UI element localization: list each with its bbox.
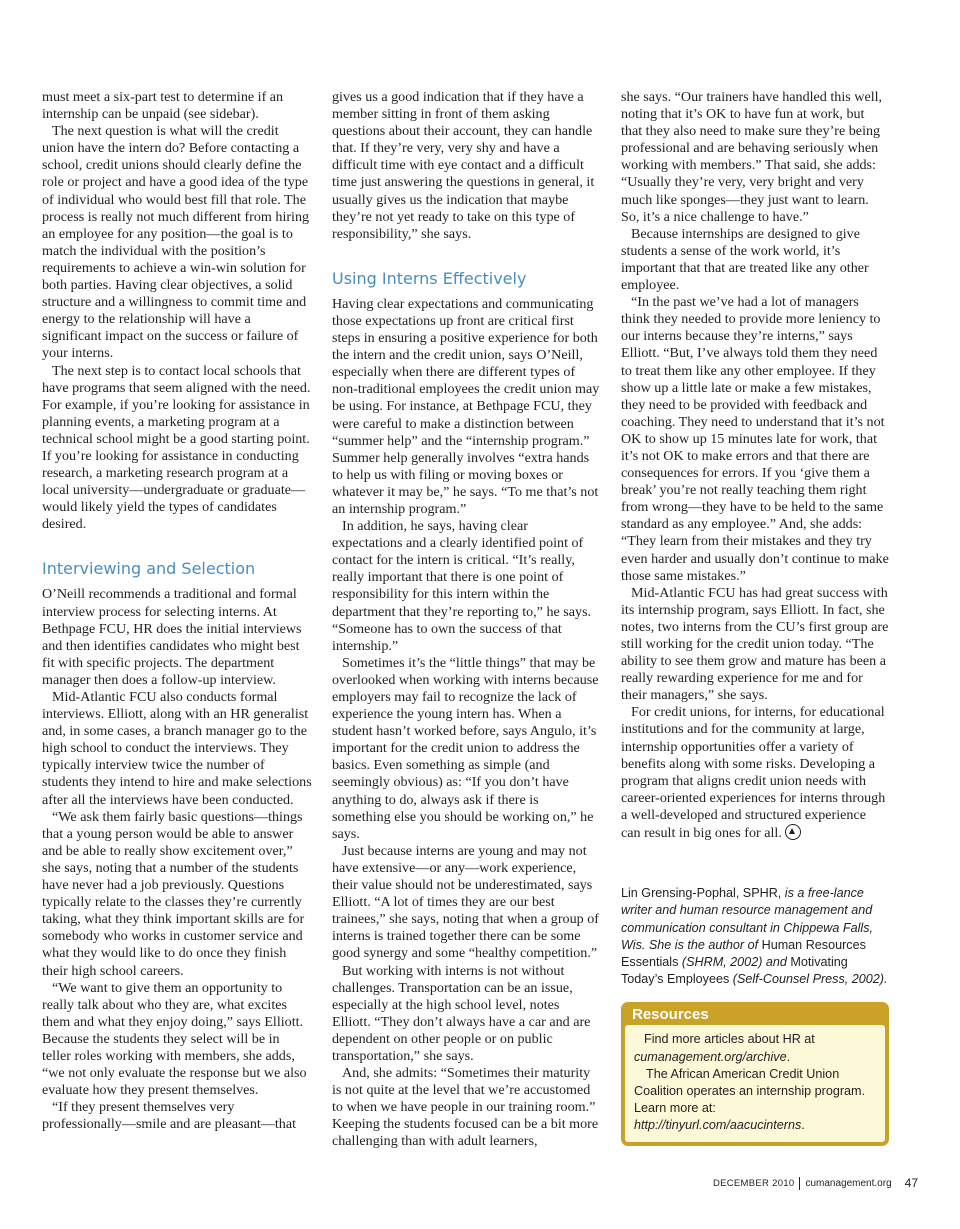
publisher-2: (Self-Counsel Press, 2002). xyxy=(729,972,888,987)
paragraph: The next question is what will the credit union have the intern do? Before contacting a school, credit unions should clearly define the role or project and have a good idea of the type of individual who would best fill that role. The process is really not much different from hiring an employee for any position—the goal is to match the individual with the position’s requirements to achieve a win-win solution for both parties. Having clear objectives, a solid structure and a willingness to commit time and energy to the relationship will have a significant impact on the success or failure of your interns. xyxy=(42,123,310,362)
paragraph: Mid-Atlantic FCU has had great success with its internship program, says Elliott. In fact, she notes, two interns from the CU’s first group are still working for the credit union today. “The ability to see them grow and mature has been a really rewarding experience for me and for their managers,” she says. xyxy=(621,584,889,704)
paragraph: gives us a good indication that if they have a member sitting in front of them asking questions about their account, they can handle that. If they’re very, very shy and have a difficult time with eye contact and a difficult time just answering the questions in general, it usually gives us the indication that maybe they’re not yet ready to take on this type of responsibility,” she says. xyxy=(332,89,595,242)
site-url: cumanagement.org xyxy=(805,1177,892,1189)
paragraph: “If they present themselves very professionally—smile and are pleasant—that xyxy=(42,1099,297,1133)
paragraph: she says. “Our trainers have handled this well, noting that it’s OK to have fun at work, but that they also need to make sure they’re being professional and are behaving seriously when working with members.” That said, she adds: “Usually they’re very, very bright and very much like sponges—they just want to learn. So, it’s a nice challenge to have.” xyxy=(621,89,883,225)
article-column-1 xyxy=(42,89,312,1133)
publisher-1: (SHRM, 2002) and xyxy=(678,954,791,969)
resources-body xyxy=(625,1025,885,1141)
paragraph: Because internships are designed to give students a sense of the work world, it’s important that that are treated like any other employee. xyxy=(621,225,869,294)
resources-text-end: . xyxy=(786,1049,791,1064)
resources-title: Resources xyxy=(632,1006,709,1024)
page-footer xyxy=(713,1176,918,1190)
paragraph: Having clear expectations and communicating those expectations up front are critical first steps in ensuring a positive experience for both the intern and the credit union, says O’Neill, especially when there are different types of non-traditional employees the credit union may be using. For instance, at Bethpage FCU, they were careful to make a distinction between “summer help” and the “internship program.” Summer help generally involves “extra hands to help us with filing or moving boxes or whatever it may be,” he says. “To me that’s not an internship program.” xyxy=(332,295,600,517)
paragraph: “In the past we’ve had a lot of managers think they needed to provide more leniency to our interns because they’re interns,” says Elliott. “But, I’ve always told them they need to treat them like any other employee. If they show up a little late or make a few mistakes, they need to be provided with feedback and coaching. They need to understand that it’s not OK to show up 15 minutes late for work, that it’s not OK to make errors and that there are consequences for errors. If you ‘give them a break’ you’re not really teaching them right from wrong—they have to be held to the same standard as any employee.” And, she adds: “They learn from their mistakes and they try even harder and usually don’t continue to make those same mistakes.” xyxy=(621,294,889,584)
author-desc: is a free-lance writer and human resource management and communication consultant in Chippewa Falls, Wis. She is the author of xyxy=(621,886,873,952)
paragraph: And, she admits: “Sometimes their maturity is not quite at the level that we’re accustomed to when we have people in our training room.” Keeping the students focused can be a bit more challenging than with adult learners, xyxy=(332,1065,599,1150)
paragraph: must meet a six-part test to determine if an internship can be unpaid (see sidebar). xyxy=(42,89,284,123)
paragraph: Mid-Atlantic FCU also conducts formal interviews. Elliott, along with an HR generalist and, in some cases, a branch manager go to the high school to conduct the interviews. They typically interview twice the number of students they intend to hire and make selections after all the interviews have been conducted. xyxy=(42,689,312,808)
resources-item xyxy=(634,1031,877,1065)
paragraph-final xyxy=(621,704,889,842)
paragraph: “We ask them fairly basic questions—things that a young person would be able to answer and be able to really show excitement over,” she says, noting that a number of the students have never had a job previously. Questions typically relate to the classes they’re currently taking, what they think important skills are for somebody who works in customer service and what they would like to do once they finish their high school careers. xyxy=(42,808,305,979)
resources-text-end: . xyxy=(801,1118,805,1133)
paragraph: But working with interns is not without challenges. Transportation can be an issue, especially at the high school level, notes Elliott. “They don’t always have a car and are dependent on other people or on public transportation,” she says. xyxy=(332,962,591,1064)
paragraph: The next step is to contact local schools that have programs that seem aligned with the need. For example, if you’re looking for assistance in planning events, a marketing program at a technical school might be a good starting point. If you’re looking for assistance in conducting research, a marketing research program at a local university—undergraduate or graduate—would likely yield the types of candidates desired. xyxy=(42,362,311,533)
article-column-3 xyxy=(621,89,889,1146)
resources-sidebar xyxy=(621,1002,889,1145)
author-bio xyxy=(621,885,889,988)
book-title-2: Motivating Today’s Employees xyxy=(621,954,848,987)
article-column-2 xyxy=(332,89,600,1151)
resources-text: Find more articles about HR at xyxy=(644,1032,815,1047)
aacuc-link[interactable]: http://tinyurl.com/aacucinterns xyxy=(634,1118,802,1133)
paragraph: Just because interns are young and may not have extensive—or any—work experience, their value should not be underestimated, says Elliott. “A lot of times they are our best trainees,” she says, noting that when a group of interns is trained together there can be some good synergy and some “healthy competition.” xyxy=(332,842,599,962)
resources-item xyxy=(634,1066,877,1135)
section-heading-using-interns: Using Interns Effectively xyxy=(332,268,527,288)
issue-date: DECEMBER 2010 xyxy=(712,1177,795,1189)
resources-text: The African American Credit Union Coalition operates an internship program. Learn more at: xyxy=(634,1066,866,1116)
section-heading-interviewing: Interviewing and Selection xyxy=(42,559,256,579)
page-number: 47 xyxy=(904,1176,918,1190)
paragraph: Sometimes it’s the “little things” that may be overlooked when working with interns because employers may fail to recognize the lack of experience the young intern has. When a student hasn’t worked before, says Angulo, it’s important for the credit union to address the basics. Even something as simple (and seemingly obvious) as: “If you don’t have anything to do, always ask if there is something else you should be working on,” he says. xyxy=(332,654,599,842)
paragraph-final-text: For credit unions, for interns, for educational institutions and for the community at large, internship opportunities offer a variety of benefits along with some risks. Developing a program that aligns credit union needs with career-oriented experiences for interns through a well-developed and structured experience can result in big ones for all. xyxy=(621,704,886,842)
author-name: Lin Grensing-Pophal, SPHR, xyxy=(621,886,782,901)
book-title-1: Human Resources Essentials xyxy=(621,937,866,969)
archive-link[interactable]: cumanagement.org/archive xyxy=(634,1049,787,1064)
footer-divider xyxy=(799,1177,800,1190)
cu-logo-end-mark-icon xyxy=(785,824,801,840)
paragraph: In addition, he says, having clear expectations and a clearly identified point of contact for the intern is critical. “It’s really, really important that there is one point of responsibility for this intern within the department that they’re reporting to,” he says. “Someone has to own the success of that internship.” xyxy=(332,518,592,654)
paragraph: “We want to give them an opportunity to really talk about who they are, what excites them and what they enjoy doing,” says Elliott. Because the students they select will be in teller roles working with members, she adds, “we not only evaluate the response but we also evaluate how they present themselves. xyxy=(42,979,307,1099)
paragraph: O’Neill recommends a traditional and formal interview process for selecting interns. At Bethpage FCU, HR does the initial interviews and then identifies candidates who might best fit with specific projects. The department manager then does a follow-up interview. xyxy=(42,586,302,688)
